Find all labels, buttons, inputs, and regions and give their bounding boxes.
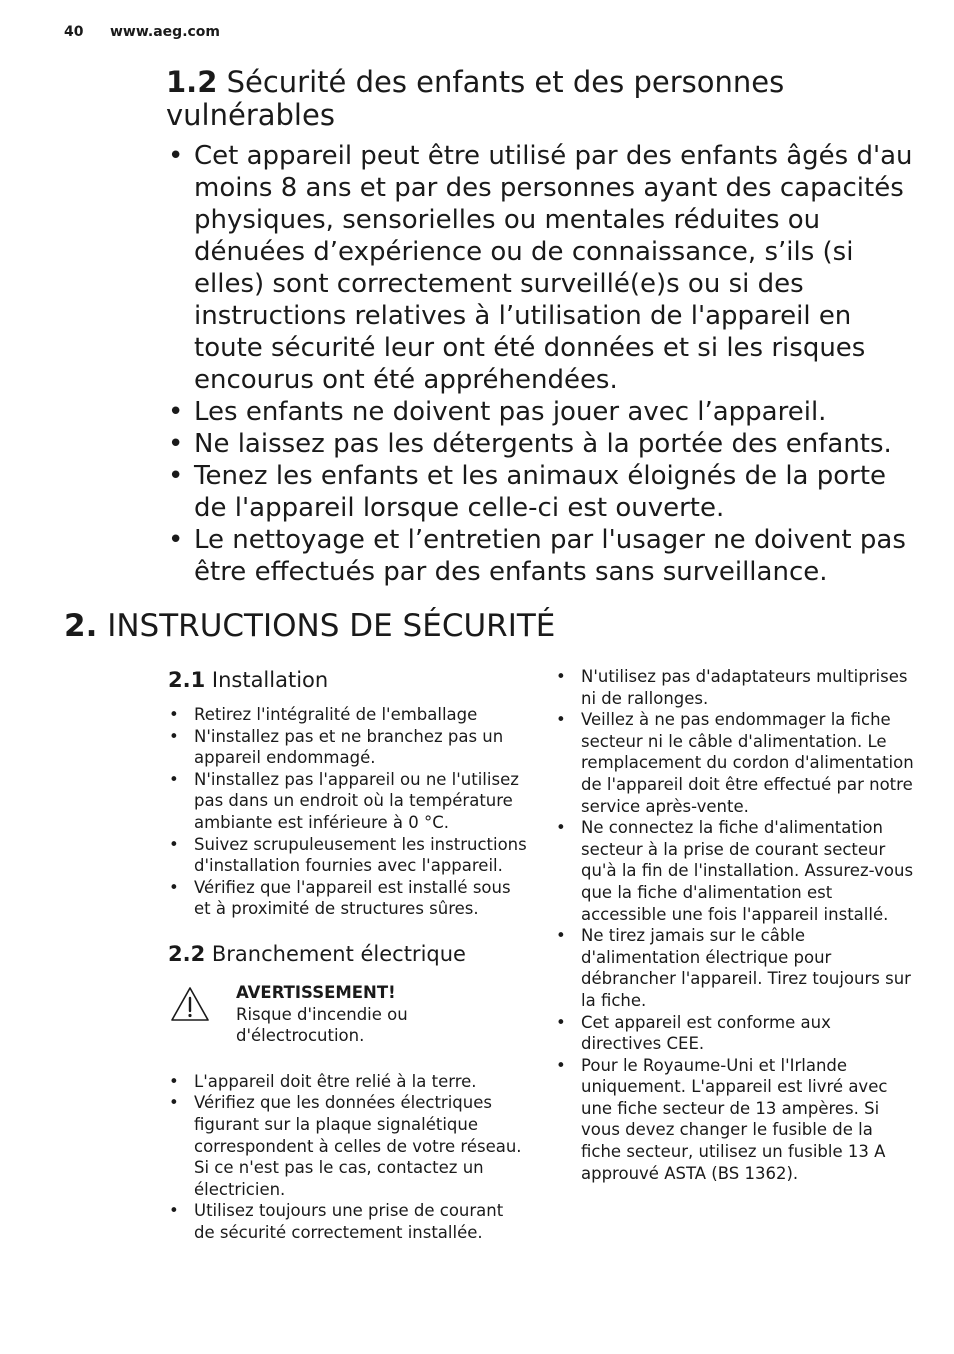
- warning-title: AVERTISSEMENT!: [236, 982, 396, 1002]
- electrical-list-continued: [555, 666, 915, 1184]
- page-header: [64, 24, 220, 40]
- list-item: • Cet appareil peut être utilisé par des enfants âgés d'au moins 8 ans et par des personnes ayant des capacités physiques, sensorielles ou mentales réduites ou dénuées d’expérience ou de connaissance, s’ils (si elles) sont correctement surveillé(e)s ou si des instructions relatives à l’utilisation de l'appareil en toute sécurité leur ont été données et si les risques encourus ont été appréhendées.: [168, 141, 913, 395]
- section-1-2-number: 1.2: [166, 65, 218, 99]
- list-item: • Veillez à ne pas endommager la fiche secteur ni le câble d'alimentation. Le remplacement du cordon d'alimentation de l'appareil doit être effectué par notre service après-vente.: [556, 710, 914, 816]
- list-item: • N'utilisez pas d'adaptateurs multiprises ni de rallonges.: [556, 667, 908, 708]
- section-2-1-heading: 2.1 Installation: [168, 668, 329, 692]
- section-2-heading: [64, 608, 555, 644]
- warning-box: [168, 982, 528, 1047]
- list-item: • Le nettoyage et l’entretien par l'usager ne doivent pas être effectués par des enfants sans surveillance.: [168, 525, 906, 587]
- list-item: • Utilisez toujours une prise de courant de sécurité correctement installée.: [169, 1201, 504, 1242]
- list-item: • Ne laissez pas les détergents à la portée des enfants.: [168, 429, 892, 459]
- section-1-2-heading: [166, 66, 926, 132]
- installation-list: [168, 704, 528, 920]
- list-item: • Vérifiez que l'appareil est installé sous et à proximité de structures sûres.: [169, 877, 511, 919]
- section-1-2-list: [166, 140, 926, 588]
- list-item: • Ne tirez jamais sur le câble d'alimentation électrique pour débrancher l'appareil. Tirez toujours sur la fiche.: [556, 926, 911, 1010]
- website-url: www.aeg.com: [110, 24, 221, 40]
- list-item: • Retirez l'intégralité de l'emballage: [169, 705, 478, 724]
- section-2-title: INSTRUCTIONS DE SÉCURITÉ: [107, 608, 556, 644]
- list-item: • Suivez scrupuleusement les instructions d'installation fournies avec l'appareil.: [169, 834, 527, 876]
- section-2-number: 2.: [64, 608, 98, 644]
- list-item: • Tenez les enfants et les animaux éloignés de la porte de l'appareil lorsque celle-ci est ouverte.: [168, 461, 887, 523]
- section-1-2-title: Sécurité des enfants et des personnes vulnérables: [166, 65, 785, 132]
- list-item: • Cet appareil est conforme aux directives CEE.: [556, 1012, 831, 1054]
- list-item: • Ne connectez la fiche d'alimentation secteur à la prise de courant secteur qu'à la fin de l'installation. Assurez-vous que la fiche d'alimentation est accessible une fois l'appareil installé.: [556, 818, 914, 924]
- left-column: [168, 666, 528, 1243]
- list-item: • N'installez pas l'appareil ou ne l'utilisez pas dans un endroit où la température ambiante est inférieure à 0 °C.: [169, 769, 519, 832]
- list-item: • N'installez pas et ne branchez pas un appareil endommagé.: [169, 726, 504, 768]
- section-2-2-heading: 2.2 Branchement électrique: [168, 941, 466, 966]
- list-item: • Vérifiez que les données électriques figurant sur la plaque signalétique correspondent à celles de votre réseau. Si ce n'est pas le cas, contactez un électricien.: [169, 1093, 522, 1199]
- right-column: [555, 666, 915, 1184]
- list-item: • L'appareil doit être relié à la terre.: [169, 1071, 477, 1091]
- list-item: • Pour le Royaume-Uni et l'Irlande uniquement. L'appareil est livré avec une fiche secteur de 13 ampères. Si vous devez changer le fusible de la fiche secteur, utilisez un fusible 13 A approuvé ASTA (BS 1362).: [556, 1055, 888, 1183]
- electrical-list: [168, 1071, 528, 1244]
- warning-icon: [170, 986, 210, 1022]
- warning-text: Risque d'incendie ou d'électrocution.: [236, 1004, 408, 1046]
- section-1-2: [166, 66, 926, 588]
- page-number: 40: [64, 24, 84, 40]
- list-item: • Les enfants ne doivent pas jouer avec l’appareil.: [168, 397, 827, 427]
